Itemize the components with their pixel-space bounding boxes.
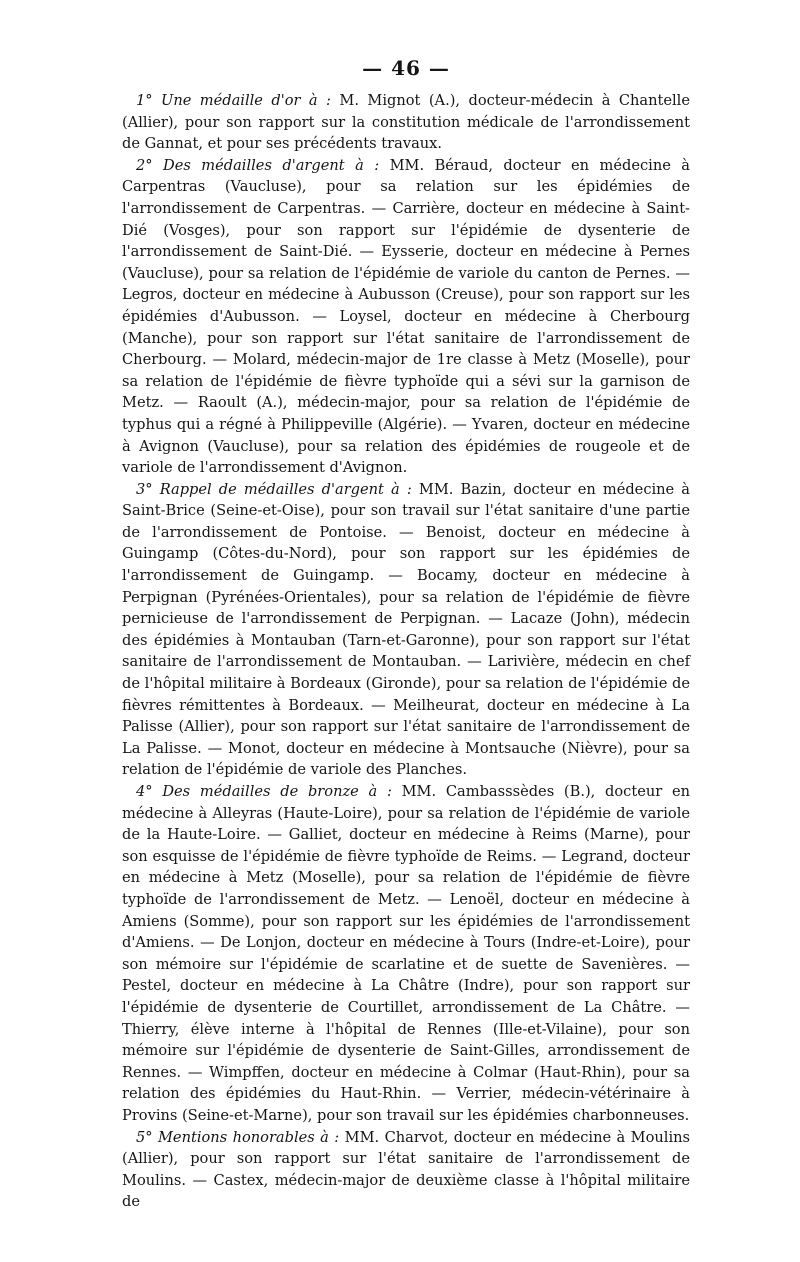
- paragraph-text: MM. Béraud, docteur en médecine à Carpentras (Vaucluse), pour sa relation sur les épidémies de l'arrondissement de Carpentras. — Carrière, docteur en médecine à Saint-Dié (Vosges), pour son rapport sur l'épidémie de dysenterie de l'arrondissement de Saint-Dié. — Eysserie, docteur en médecine à Pernes (Vaucluse), pour sa relation de l'épidémie de variole du canton de Pernes. — Legros, docteur en médecine à Aubusson (Creuse), pour son rapport sur les épidémies d'Aubusson. — Loysel, docteur en médecine à Cherbourg (Manche), pour son rapport sur l'état sanitaire de l'arrondissement de Cherbourg. — Molard, médecin-major de 1re classe à Metz (Moselle), pour sa relation de l'épidémie de fièvre typhoïde qui a sévi sur la garnison de Metz. — Raoult (A.), médecin-major, pour sa relation de l'épidémie de typhus qui a régné à Philippeville (Algérie). — Yvaren, docteur en médecine à Avignon (Vaucluse), pour sa relation des épidémies de rougeole et de variole de l'arrondissement d'Avignon.: [122, 156, 690, 477]
- paragraph-text: MM. Charvot, docteur en médecine à Moulins (Allier), pour son rapport sur l'état sanitaire de l'arrondissement de Moulins. — Castex, médecin-major de deuxième classe à l'hôpital militaire de: [122, 1128, 690, 1211]
- paragraph-lead: 5° Mentions honorables à :: [136, 1128, 340, 1146]
- paragraph-bronze-medals: [122, 781, 690, 1127]
- page-number: — 46 —: [362, 56, 450, 80]
- paragraph-lead: 3° Rappel de médailles d'argent à :: [136, 480, 412, 498]
- paragraph-text: M. Mignot (A.), docteur-médecin à Chantelle (Allier), pour son rapport sur la constitution médicale de l'arrondissement de Gannat, et pour ses précédents travaux.: [122, 92, 690, 153]
- paragraph-honorable-mentions: [122, 1127, 690, 1213]
- paragraph-lead: 4° Des médailles de bronze à :: [136, 783, 392, 800]
- paragraph-text: MM. Cambasssèdes (B.), docteur en médecine à Alleyras (Haute-Loire), pour sa relation de l'épidémie de variole de la Haute-Loire. — Galliet, docteur en médecine à Reims (Marne), pour son esquisse de l'épidémie de fièvre typhoïde de Reims. — Legrand, docteur en médecine à Metz (Moselle), pour sa relation de l'épidémie de fièvre typhoïde de l'arrondissement de Metz. — Lenoël, docteur en médecine à Amiens (Somme), pour son rapport sur les épidémies de l'arrondissement d'Amiens. — De Lonjon, docteur en médecine à Tours (Indre-et-Loire), pour son mémoire sur l'épidémie de scarlatine et de suette de Savenières. — Pestel, docteur en médecine à La Châtre (Indre), pour son rapport sur l'épidémie de dysenterie de Courtillet, arrondissement de La Châtre. — Thierry, élève interne à l'hôpital de Rennes (Ille-et-Vilaine), pour son mémoire sur l'épidémie de dysenterie de Saint-Gilles, arrondissement de Rennes. — Wimpffen, docteur en médecine à Colmar (Haut-Rhin), pour sa relation des épidémies du Haut-Rhin. — Verrier, médecin-vétérinaire à Provins (Seine-et-Marne), pour son travail sur les épidémies charbonneuses.: [122, 783, 690, 1124]
- paragraph-gold-medal: [122, 90, 690, 155]
- paragraph-lead: 2° Des médailles d'argent à :: [136, 156, 380, 174]
- paragraph-silver-recall: [122, 479, 690, 781]
- paragraph-text: MM. Bazin, docteur en médecine à Saint-Brice (Seine-et-Oise), pour son travail sur l'état sanitaire d'une partie de l'arrondissement de Pontoise. — Benoist, docteur en médecine à Guingamp (Côtes-du-Nord), pour son rapport sur les épidémies de l'arrondissement de Guingamp. — Bocamy, docteur en médecine à Perpignan (Pyrénées-Orientales), pour sa relation de l'épidémie de fièvre pernicieuse de l'arrondissement de Perpignan. — Lacaze (John), médecin des épidémies à Montauban (Tarn-et-Garonne), pour son rapport sur l'état sanitaire de l'arrondissement de Montauban. — Larivière, médecin en chef de l'hôpital militaire à Bordeaux (Gironde), pour sa relation de l'épidémie de fièvres rémittentes à Bordeaux. — Meilheurat, docteur en médecine à La Palisse (Allier), pour son rapport sur l'état sanitaire de l'arrondissement de La Palisse. — Monot, docteur en médecine à Montsauche (Nièvre), pour sa relation de l'épidémie de variole des Planches.: [122, 480, 690, 779]
- paragraph-lead: 1° Une médaille d'or à :: [136, 92, 331, 109]
- paragraph-silver-medals: [122, 155, 690, 479]
